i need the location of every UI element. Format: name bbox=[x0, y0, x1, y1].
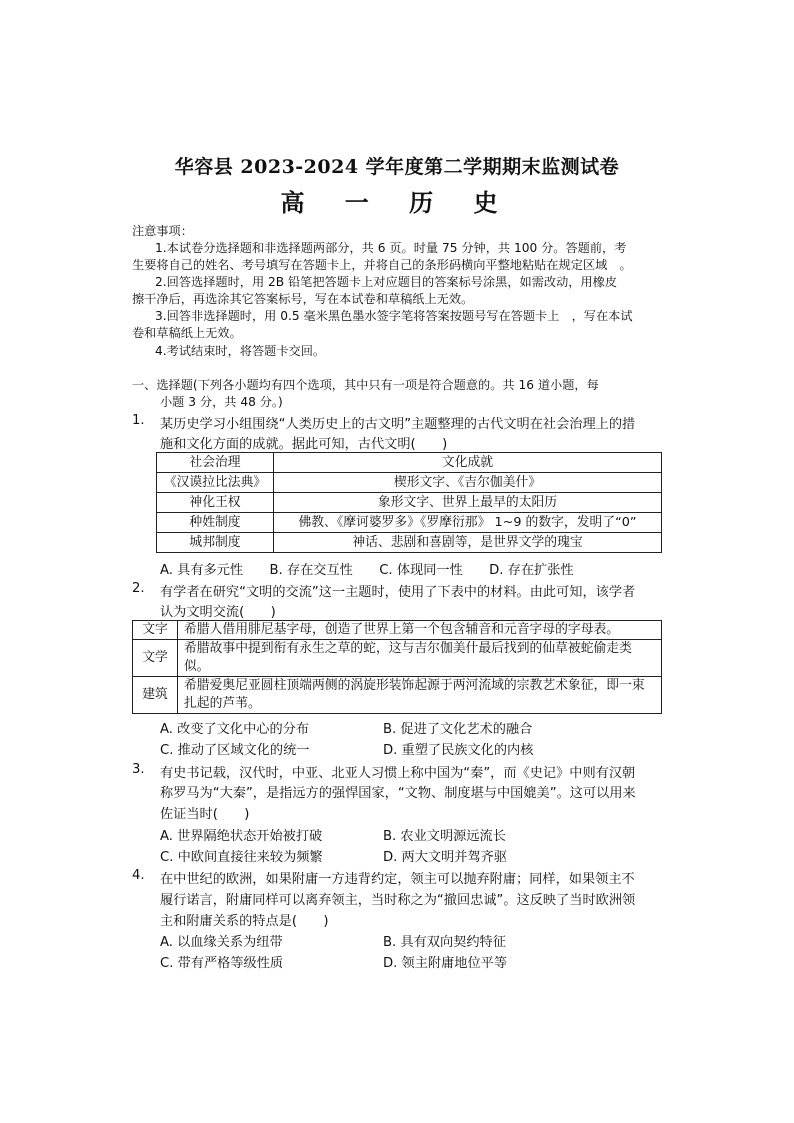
table-cell: 希腊人借用腓尼基字母，创造了世界上第一个包含辅音和元音字母的字母表。 bbox=[178, 621, 662, 640]
notice-line: 生要将自己的姓名、考号填写在答题卡上，并将自己的条形码横向平整地粘贴在规定区域 。 bbox=[132, 258, 632, 272]
question-text: 佐证当时( ) bbox=[160, 807, 250, 822]
question-text: 有史书记载，汉代时，中亚、北亚人习惯上称中国为“秦”，而《史记》中则有汉朝 bbox=[160, 766, 636, 781]
notice-line: 2.回答选择题时，用 2B 铅笔把答题卡上对应题目的答案标号涂黑，如需改动，用橡皮 bbox=[155, 275, 618, 289]
table-cell: 城邦制度 bbox=[157, 533, 274, 553]
table-row bbox=[133, 621, 662, 640]
table-row bbox=[157, 473, 662, 493]
table-cell: 文学 bbox=[133, 640, 178, 677]
notice-line: 擦干净后，再选涂其它答案标号，写在本试卷和草稿纸上无效。 bbox=[132, 292, 474, 306]
question-number: 1. bbox=[132, 413, 145, 428]
table-cell: 神化王权 bbox=[157, 493, 274, 513]
table-row bbox=[157, 493, 662, 513]
table-cell: 希腊故事中提到衔有永生之草的蛇，这与吉尔伽美什最后找到的仙草被蛇偷走类似。 bbox=[178, 640, 662, 677]
table-cell: 文字 bbox=[133, 621, 178, 640]
answer-options: A. 具有多元性 B. 存在交互性 C. 体现同一性 D. 存在扩张性 bbox=[160, 563, 574, 578]
question-text: 认为文明交流( ) bbox=[160, 605, 276, 620]
table-cell: 楔形文字、《吉尔伽美什》 bbox=[274, 473, 662, 493]
table-row bbox=[157, 513, 662, 533]
question-text: 施和文化方面的成就。据此可知，古代文明( ) bbox=[160, 437, 448, 452]
question-number: 3. bbox=[132, 762, 145, 777]
exam-title: 华容县 2023-2024 学年度第二学期期末监测试卷 bbox=[174, 156, 620, 178]
table-row bbox=[133, 677, 662, 714]
notice-line: 卷和草稿纸上无效。 bbox=[132, 326, 242, 340]
notice-line: 4.考试结束时，将答题卡交回。 bbox=[155, 344, 326, 358]
option-c: C. 中欧间直接往来较为频繁 bbox=[160, 850, 323, 865]
table-cell: 佛教、《摩诃婆罗多》《罗摩衍那》 1~9 的数字，发明了“0” bbox=[274, 513, 662, 533]
option-a: A. 世界隔绝状态开始被打破 bbox=[160, 829, 323, 844]
option-b: B. 具有双向契约特征 bbox=[383, 935, 506, 950]
question-text: 称罗马为“大秦”，是指远方的强悍国家，“文物、制度堪与中国媲美”。这可以用来 bbox=[160, 786, 636, 801]
option-d: D. 领主附庸地位平等 bbox=[383, 956, 508, 971]
q2-table bbox=[132, 620, 662, 714]
option-b: B. 促进了文化艺术的融合 bbox=[383, 722, 533, 737]
section-heading: 小题 3 分，共 48 分。) bbox=[160, 395, 283, 409]
question-text: 某历史学习小组围绕“人类历史上的古文明”主题整理的古代文明在社会治理上的措 bbox=[160, 417, 636, 432]
question-text: 在中世纪的欧洲，如果附庸一方违背约定，领主可以抛弃附庸；同样，如果领主不 bbox=[160, 872, 635, 887]
question-text: 有学者在研究“文明的交流”这一主题时，使用了下表中的材料。由此可知，该学者 bbox=[160, 585, 636, 600]
table-cell: 《汉谟拉比法典》 bbox=[157, 473, 274, 493]
table-cell: 象形文字、世界上最早的太阳历 bbox=[274, 493, 662, 513]
table-row bbox=[157, 453, 662, 473]
table-cell: 神话、悲剧和喜剧等，是世界文学的瑰宝 bbox=[274, 533, 662, 553]
notice-line: 3.回答非选择题时，用 0.5 毫米黑色墨水签字笔将答案按题号写在答题卡上 ，写在本试 bbox=[155, 309, 633, 323]
option-a: A. 改变了文化中心的分布 bbox=[160, 722, 310, 737]
table-cell: 希腊爱奥尼亚圆柱顶端两侧的涡旋形装饰起源于两河流域的宗教艺术象征，即一束扎起的芦苇。 bbox=[178, 677, 662, 714]
option-b: B. 农业文明源远流长 bbox=[383, 829, 506, 844]
option-c: C. 带有严格等级性质 bbox=[160, 956, 284, 971]
subject-title: 高 一 历 史 bbox=[280, 188, 514, 217]
section-heading: 一、选择题(下列各小题均有四个选项，其中只有一项是符合题意的。共 16 道小题，每 bbox=[132, 378, 599, 392]
option-c: C. 推动了区域文化的统一 bbox=[160, 743, 310, 758]
question-number: 4. bbox=[132, 868, 145, 883]
notice-line: 1.本试卷分选择题和非选择题两部分，共 6 页。时量 75 分钟，共 100 分。答题前，考 bbox=[155, 241, 627, 255]
option-a: A. 以血缘关系为纽带 bbox=[160, 935, 283, 950]
table-row bbox=[133, 640, 662, 677]
table-cell: 种姓制度 bbox=[157, 513, 274, 533]
question-text: 履行诺言，附庸同样可以离弃领主，当时称之为“撤回忠诚”。这反映了当时欧洲领 bbox=[160, 893, 636, 908]
table-cell: 社会治理 bbox=[157, 453, 274, 473]
notice-heading: 注意事项： bbox=[132, 224, 193, 238]
option-d: D. 两大文明并驾齐驱 bbox=[383, 850, 508, 865]
table-cell: 文化成就 bbox=[274, 453, 662, 473]
table-row bbox=[157, 533, 662, 553]
option-d: D. 重塑了民族文化的内核 bbox=[383, 743, 534, 758]
q1-table bbox=[156, 452, 662, 553]
question-number: 2. bbox=[132, 581, 145, 596]
table-cell: 建筑 bbox=[133, 677, 178, 714]
question-text: 主和附庸关系的特点是( ) bbox=[160, 914, 329, 929]
